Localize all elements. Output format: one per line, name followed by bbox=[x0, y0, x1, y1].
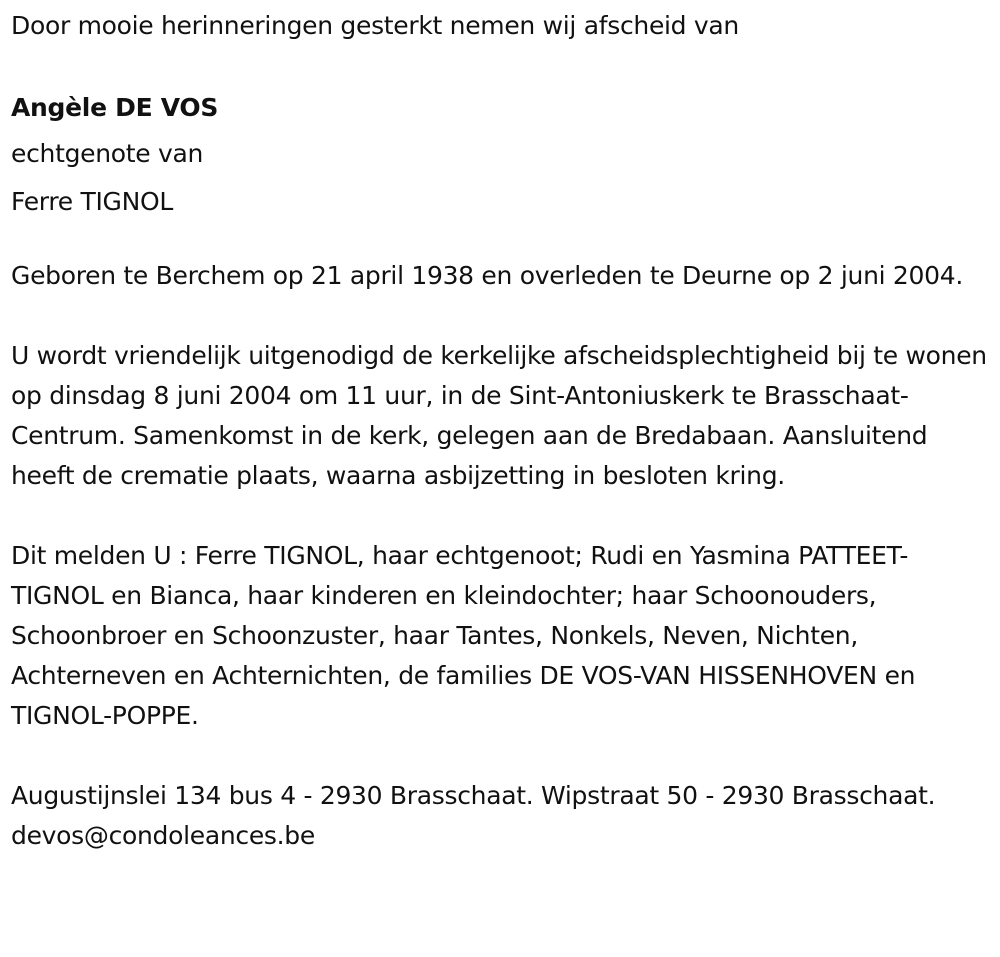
death-notice bbox=[11, 6, 996, 856]
spacer bbox=[11, 46, 996, 86]
ceremony-paragraph: U wordt vriendelijk uitgenodigd de kerkelijke afscheidsplechtigheid bij te wonen op dinsdag 8 juni 2004 om 11 uur, in de Sint-Antoniuskerk te Brasschaat-Centrum. Samenkomst in de kerk, gelegen aan de Bredabaan. Aansluitend heeft de crematie plaats, waarna asbijzetting in besloten kring. bbox=[11, 341, 987, 490]
address-paragraph: Augustijnslei 134 bus 4 - 2930 Brasschaat. Wipstraat 50 - 2930 Brasschaat. devos@condoleances.be bbox=[11, 781, 936, 850]
spacer bbox=[11, 296, 996, 336]
intro-text: Door mooie herinneringen gesterkt nemen wij afscheid van bbox=[11, 11, 739, 40]
relation-text: echtgenote van bbox=[11, 139, 204, 168]
deceased-name: Angèle DE VOS bbox=[11, 93, 219, 122]
birth-death-paragraph: Geboren te Berchem op 21 april 1938 en overleden te Deurne op 2 juni 2004. bbox=[11, 261, 963, 290]
spacer bbox=[11, 496, 996, 536]
spacer bbox=[11, 736, 996, 776]
announcers-paragraph: Dit melden U : Ferre TIGNOL, haar echtgenoot; Rudi en Yasmina PATTEET-TIGNOL en Bianca, haar kinderen en kleindochter; haar Schoonouders, Schoonbroer en Schoonzuster, haar Tantes, Nonkels, Neven, Nichten, Achterneven en Achternichten, de families DE VOS-VAN HISSENHOVEN en TIGNOL-POPPE. bbox=[11, 541, 916, 730]
spouse-name: Ferre TIGNOL bbox=[11, 187, 174, 216]
spacer bbox=[11, 226, 996, 256]
